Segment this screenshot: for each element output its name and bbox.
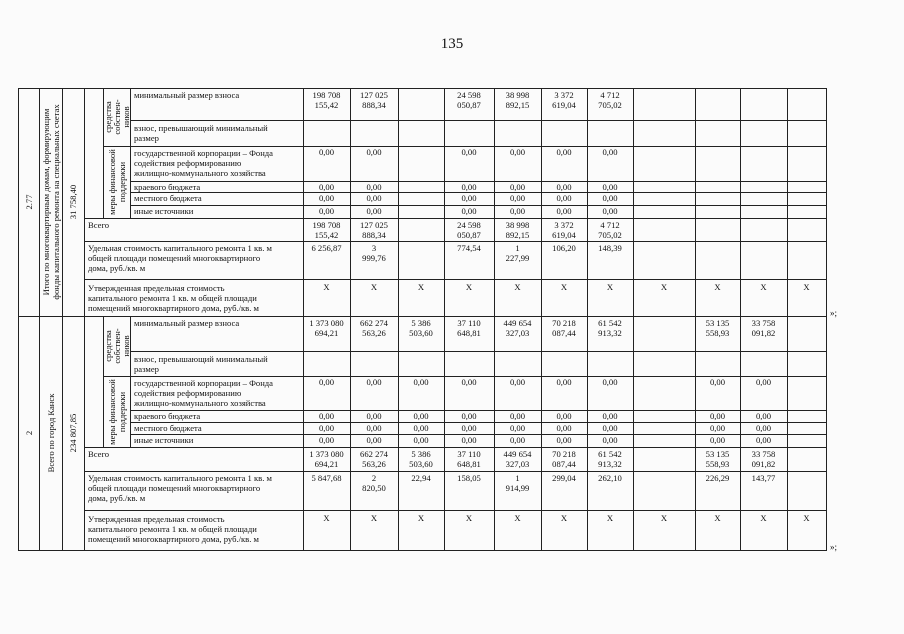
value-cell: 22,94: [411, 473, 431, 483]
value-cell: 563,26: [362, 328, 386, 338]
value-cell: 0,00: [461, 182, 477, 192]
owners-funds-label: ников: [120, 106, 131, 128]
value-cell: 0,00: [509, 193, 526, 203]
value-cell: 820,50: [362, 483, 386, 493]
value-cell: 0,00: [709, 377, 726, 387]
row-label-limit-cost: Утвержденная предельная стоимость: [88, 283, 225, 293]
row-label-corp: государственной корпорации – Фонда: [134, 378, 273, 388]
value-cell: 33 758: [751, 318, 776, 328]
value-cell: 4 712: [600, 220, 620, 230]
value-cell: 0,00: [709, 435, 726, 445]
value-cell: 327,03: [505, 459, 530, 469]
value-cell: 0,00: [556, 411, 572, 421]
table-rule: [39, 316, 40, 550]
row-label-min-fee: минимальный размер взноса: [134, 318, 240, 328]
value-cell: 61 542: [598, 449, 622, 459]
row-label-total: Всего: [88, 449, 110, 459]
value-cell: 0,00: [602, 411, 618, 421]
support-measures-label: меры финансовой: [106, 149, 117, 215]
table-rule: [18, 88, 19, 316]
section-total-area: 234 807,85: [68, 413, 78, 453]
value-cell: 3 372: [554, 220, 574, 230]
value-cell: 0,00: [461, 206, 477, 216]
value-cell: 0,00: [755, 423, 772, 433]
value-cell: 705,02: [598, 230, 622, 240]
value-cell: 0,00: [366, 182, 382, 192]
table-rule: [826, 88, 827, 316]
row-label-unit-cost: общей площади помещений многоквартирного: [88, 483, 261, 493]
limit-x-cell: Х: [370, 282, 378, 292]
row-label-limit-cost: помещений многоквартирного дома, руб./кв. м: [88, 534, 259, 544]
value-cell: 53 135: [705, 318, 730, 328]
row-label-regional: краевого бюджета: [134, 411, 201, 421]
row-label-min-fee: минимальный размер взноса: [134, 90, 240, 100]
value-cell: 0,00: [366, 411, 382, 421]
limit-x-cell: Х: [606, 513, 614, 523]
value-cell: 327,03: [505, 328, 530, 338]
row-label-unit-cost: дома, руб./кв. м: [88, 263, 146, 273]
row-label-excess-fee: размер: [134, 364, 159, 374]
value-cell: 33 758: [751, 449, 776, 459]
table-rule: [39, 88, 40, 316]
value-cell: 449 654: [503, 318, 532, 328]
value-cell: 0,00: [509, 423, 526, 433]
value-cell: 0,00: [755, 411, 772, 421]
section-name: фонды капитального ремонта на специальных счетах: [50, 104, 61, 300]
value-cell: 0,00: [602, 147, 618, 157]
limit-x-cell: Х: [760, 282, 767, 292]
page-number: 135: [440, 36, 464, 52]
value-cell: 143,77: [751, 473, 776, 483]
row-label-limit-cost: Утвержденная предельная стоимость: [88, 514, 225, 524]
value-cell: 0,00: [602, 182, 618, 192]
table-rule: [84, 510, 827, 511]
limit-x-cell: Х: [660, 282, 668, 292]
row-label-corp: жилищно-коммунального хозяйства: [134, 168, 266, 178]
limit-x-cell: Х: [714, 282, 721, 292]
row-label-unit-cost: общей площади помещений многоквартирного: [88, 253, 261, 263]
value-cell: 087,44: [552, 459, 576, 469]
limit-x-cell: Х: [714, 513, 721, 523]
row-label-corp: жилищно-коммунального хозяйства: [134, 398, 266, 408]
value-cell: 648,81: [457, 459, 481, 469]
limit-x-cell: Х: [560, 513, 568, 523]
value-cell: 0,00: [318, 377, 335, 387]
closing-quote: »;: [830, 542, 838, 552]
section-name: Всего по город Канск: [45, 393, 56, 473]
value-cell: 0,00: [556, 423, 572, 433]
row-label-unit-cost: Удельная стоимость капитального ремонта 1 кв. м: [88, 243, 272, 253]
value-cell: 558,93: [705, 459, 730, 469]
value-cell: 5 386: [411, 318, 431, 328]
limit-x-cell: Х: [803, 513, 810, 523]
support-measures-label: меры финансовой: [106, 378, 117, 445]
value-cell: 774,54: [457, 243, 481, 253]
value-cell: 705,02: [598, 100, 622, 110]
value-cell: 24 598: [457, 90, 481, 100]
value-cell: 619,04: [552, 230, 576, 240]
value-cell: 299,04: [552, 473, 576, 483]
value-cell: 0,00: [413, 435, 429, 445]
value-cell: 563,26: [362, 459, 386, 469]
value-cell: 913,32: [598, 459, 622, 469]
value-cell: 0,00: [318, 411, 335, 421]
value-cell: 892,15: [505, 230, 530, 240]
limit-x-cell: Х: [465, 282, 473, 292]
value-cell: 0,00: [413, 411, 429, 421]
limit-x-cell: Х: [370, 513, 378, 523]
support-measures-label: поддержки: [116, 391, 127, 432]
value-cell: 0,00: [556, 147, 572, 157]
value-cell: 0,00: [318, 206, 335, 216]
value-cell: 262,10: [598, 473, 622, 483]
value-cell: 0,00: [602, 423, 618, 433]
value-cell: 127 025: [360, 220, 388, 230]
table-rule: [84, 447, 827, 448]
value-cell: 888,34: [362, 100, 386, 110]
value-cell: 0,00: [366, 193, 382, 203]
value-cell: 70 218: [552, 318, 576, 328]
value-cell: 694,21: [314, 459, 339, 469]
value-cell: 6 256,87: [311, 243, 342, 253]
value-cell: 0,00: [318, 193, 335, 203]
value-cell: 37 110: [457, 449, 481, 459]
row-label-regional: краевого бюджета: [134, 182, 201, 192]
section-name: Итого по многоквартирным домам, формирующим: [40, 108, 51, 296]
value-cell: 0,00: [461, 411, 477, 421]
value-cell: 050,87: [457, 230, 481, 240]
value-cell: 662 274: [360, 318, 388, 328]
row-label-unit-cost: дома, руб./кв. м: [88, 493, 146, 503]
value-cell: 148,39: [598, 243, 622, 253]
section-number: 2.77: [23, 194, 34, 210]
value-cell: 5 386: [411, 449, 431, 459]
value-cell: 1: [515, 243, 520, 253]
value-cell: 914,99: [505, 483, 530, 493]
value-cell: 155,42: [314, 230, 339, 240]
value-cell: 106,20: [552, 243, 576, 253]
value-cell: 0,00: [318, 435, 335, 445]
owners-funds-label: собствен-: [111, 328, 122, 364]
table-rule: [84, 279, 827, 280]
value-cell: 2: [371, 473, 377, 483]
row-label-corp: государственной корпорации – Фонда: [134, 148, 273, 158]
value-cell: 091,82: [751, 459, 776, 469]
table-rule: [84, 471, 827, 472]
row-label-local: местного бюджета: [134, 423, 202, 433]
value-cell: 1 373 080: [309, 318, 344, 328]
value-cell: 0,00: [461, 435, 477, 445]
row-label-excess-fee: взнос, превышающий минимальный: [134, 354, 268, 364]
value-cell: 3: [371, 243, 377, 253]
value-cell: 694,21: [314, 328, 339, 338]
section-total-area: 31 758,40: [68, 184, 78, 220]
table-rule: [18, 316, 19, 550]
value-cell: 619,04: [552, 100, 576, 110]
value-cell: 0,00: [461, 377, 477, 387]
row-label-local: местного бюджета: [134, 193, 202, 203]
value-cell: 0,00: [509, 435, 526, 445]
limit-x-cell: Х: [760, 513, 767, 523]
table-rule: [84, 218, 827, 219]
value-cell: 0,00: [709, 423, 726, 433]
row-label-limit-cost: помещений многоквартирного дома, руб./кв. м: [88, 303, 259, 313]
limit-x-cell: Х: [417, 513, 425, 523]
owners-funds-label: ников: [120, 335, 131, 357]
value-cell: 449 654: [503, 449, 532, 459]
row-label-unit-cost: Удельная стоимость капитального ремонта 1 кв. м: [88, 473, 272, 483]
value-cell: 0,00: [318, 423, 335, 433]
value-cell: 0,00: [556, 206, 572, 216]
row-label-other: иные источники: [134, 206, 194, 216]
table-rule: [130, 120, 827, 121]
value-cell: 127 025: [360, 90, 388, 100]
value-cell: 0,00: [461, 423, 477, 433]
value-cell: 0,00: [461, 193, 477, 203]
limit-x-cell: Х: [323, 513, 330, 523]
value-cell: 0,00: [366, 206, 382, 216]
limit-x-cell: Х: [514, 282, 521, 292]
value-cell: 091,82: [751, 328, 776, 338]
limit-x-cell: Х: [417, 282, 425, 292]
value-cell: 0,00: [709, 411, 726, 421]
table-rule: [18, 88, 827, 89]
value-cell: 0,00: [556, 182, 572, 192]
value-cell: 0,00: [366, 377, 382, 387]
value-cell: 0,00: [461, 147, 477, 157]
value-cell: 0,00: [755, 435, 772, 445]
value-cell: 0,00: [318, 182, 335, 192]
limit-x-cell: Х: [560, 282, 568, 292]
value-cell: 662 274: [360, 449, 388, 459]
value-cell: 155,42: [314, 100, 339, 110]
table-rule: [130, 351, 827, 352]
value-cell: 0,00: [318, 147, 335, 157]
value-cell: 198 708: [312, 220, 341, 230]
value-cell: 888,34: [362, 230, 386, 240]
value-cell: 3 372: [554, 90, 574, 100]
table-rule: [18, 550, 827, 551]
value-cell: 648,81: [457, 328, 481, 338]
table-rule: [84, 241, 827, 242]
row-label-total: Всего: [88, 220, 110, 230]
section-number: 2: [23, 430, 34, 436]
row-label-other: иные источники: [134, 435, 194, 445]
value-cell: 503,60: [409, 459, 433, 469]
value-cell: 0,00: [602, 206, 618, 216]
row-label-limit-cost: капитального ремонта 1 кв. м общей площади: [88, 293, 257, 303]
value-cell: 892,15: [505, 100, 530, 110]
table-rule: [84, 316, 85, 550]
support-measures-label: поддержки: [116, 161, 127, 203]
row-label-excess-fee: взнос, превышающий минимальный: [134, 123, 268, 133]
value-cell: 53 135: [705, 449, 730, 459]
value-cell: 0,00: [509, 182, 526, 192]
value-cell: 1 373 080: [309, 449, 344, 459]
owners-funds-label: собствен-: [111, 99, 122, 135]
value-cell: 198 708: [312, 90, 341, 100]
value-cell: 0,00: [556, 193, 572, 203]
row-label-corp: содействия реформированию: [134, 158, 242, 168]
value-cell: 37 110: [457, 318, 481, 328]
value-cell: 503,60: [409, 328, 433, 338]
table-rule: [62, 88, 63, 316]
owners-funds-label: средства: [102, 101, 113, 133]
row-label-excess-fee: размер: [134, 133, 159, 143]
closing-quote: »;: [830, 308, 838, 318]
limit-x-cell: Х: [514, 513, 521, 523]
value-cell: 999,76: [362, 253, 386, 263]
value-cell: 226,29: [705, 473, 730, 483]
row-label-corp: содействия реформированию: [134, 388, 242, 398]
table-rule: [18, 316, 827, 317]
row-label-limit-cost: капитального ремонта 1 кв. м общей площади: [88, 524, 257, 534]
limit-x-cell: Х: [606, 282, 614, 292]
value-cell: 0,00: [509, 377, 526, 387]
value-cell: 0,00: [366, 147, 382, 157]
value-cell: 0,00: [556, 435, 572, 445]
value-cell: 0,00: [556, 377, 572, 387]
value-cell: 558,93: [705, 328, 730, 338]
value-cell: 0,00: [509, 206, 526, 216]
value-cell: 70 218: [552, 449, 576, 459]
limit-x-cell: Х: [803, 282, 810, 292]
value-cell: 0,00: [602, 435, 618, 445]
value-cell: 0,00: [366, 423, 382, 433]
value-cell: 913,32: [598, 328, 622, 338]
limit-x-cell: Х: [323, 282, 330, 292]
value-cell: 0,00: [413, 377, 429, 387]
table-rule: [84, 88, 85, 316]
value-cell: 5 847,68: [311, 473, 342, 483]
limit-x-cell: Х: [465, 513, 473, 523]
value-cell: 61 542: [598, 318, 622, 328]
value-cell: 087,44: [552, 328, 576, 338]
limit-x-cell: Х: [660, 513, 668, 523]
value-cell: 0,00: [602, 193, 618, 203]
value-cell: 38 998: [505, 90, 530, 100]
value-cell: 227,99: [505, 253, 530, 263]
owners-funds-label: средства: [102, 330, 113, 362]
table-rule: [62, 316, 63, 550]
value-cell: 4 712: [600, 90, 620, 100]
value-cell: 0,00: [413, 423, 429, 433]
value-cell: 24 598: [457, 220, 481, 230]
value-cell: 0,00: [509, 147, 526, 157]
value-cell: 1: [515, 473, 520, 483]
value-cell: 0,00: [366, 435, 382, 445]
value-cell: 0,00: [755, 377, 772, 387]
value-cell: 0,00: [602, 377, 618, 387]
value-cell: 158,05: [457, 473, 481, 483]
value-cell: 050,87: [457, 100, 481, 110]
value-cell: 38 998: [505, 220, 530, 230]
value-cell: 0,00: [509, 411, 526, 421]
